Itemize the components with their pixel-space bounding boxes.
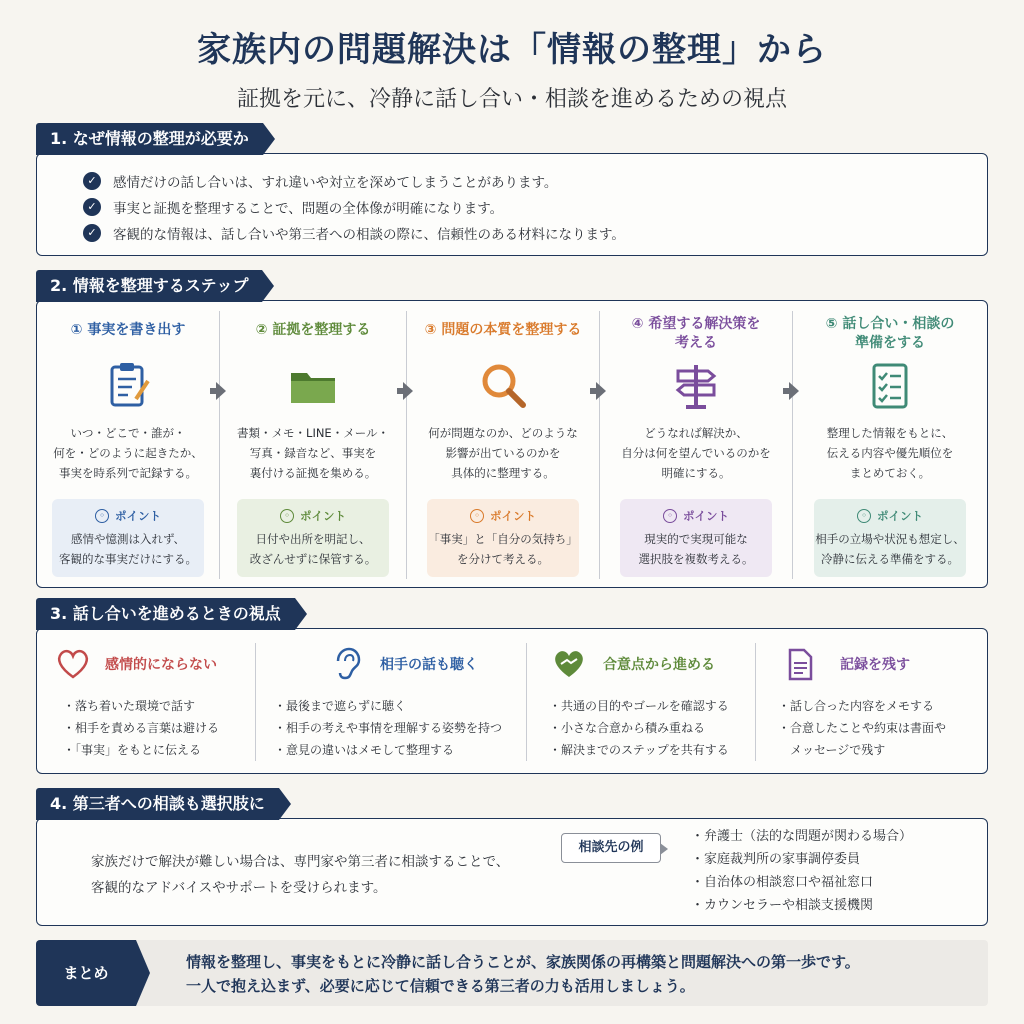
checklist-icon xyxy=(864,359,916,411)
folder-icon xyxy=(287,359,339,411)
point-box xyxy=(814,499,966,577)
signpost-icon xyxy=(670,359,722,411)
column-header xyxy=(527,647,755,681)
point-text xyxy=(427,529,579,569)
step-4 xyxy=(600,301,792,587)
desc-line: 伝える内容や優先順位を xyxy=(826,446,954,460)
list-item: ・カウンセラーや相談支援機関 xyxy=(691,898,874,913)
check-item xyxy=(83,194,987,220)
section1-heading: 1. なぜ情報の整理が必要か xyxy=(36,123,263,155)
step-title: ③ 問題の本質を整理する xyxy=(424,322,582,338)
step-title: ① 事実を書き出す xyxy=(70,322,186,338)
arrow-right-icon xyxy=(403,382,413,400)
ear-icon xyxy=(328,647,364,681)
desc-line: まとめておく。 xyxy=(849,466,931,480)
desc-line: 整理した情報をもとに、 xyxy=(826,426,954,440)
column-header xyxy=(37,647,255,681)
list-item: ・相手の考えや事情を理解する姿勢を持つ xyxy=(274,721,503,735)
desc-line: 具体的に整理する。 xyxy=(451,466,555,480)
point-box xyxy=(620,499,772,577)
point-line: 感情や憶測は入れず、 xyxy=(70,532,186,546)
desc-line: いつ・どこで・誰が・ xyxy=(70,426,186,440)
list-item: ・落ち着いた環境で話す xyxy=(63,699,196,713)
step-1 xyxy=(37,301,219,587)
page-subtitle: 証拠を元に、冷静に話し合い・相談を進めるための視点 xyxy=(236,87,787,112)
step-description xyxy=(37,423,219,483)
list-item: ・解決までのステップを共有する xyxy=(549,743,729,757)
check-item-text: 客観的な情報は、話し合いや第三者への相談の際に、信頼性のある材料になります。 xyxy=(113,227,625,243)
column-header xyxy=(256,647,526,681)
arrow-right-icon xyxy=(216,382,226,400)
step-description xyxy=(793,423,987,483)
viewpoint-column xyxy=(256,629,526,773)
consultation-text xyxy=(91,849,509,901)
consultation-examples-label: 相談先の例 xyxy=(561,833,661,863)
summary-label: まとめ xyxy=(36,940,136,1006)
section4-heading: 4. 第三者への相談も選択肢に xyxy=(36,788,279,820)
point-label xyxy=(427,507,579,525)
point-label xyxy=(237,507,389,525)
point-line: 「事実」と「自分の気持ち」 xyxy=(428,532,578,546)
point-box xyxy=(237,499,389,577)
viewpoint-column xyxy=(527,629,755,773)
point-line: 日付や出所を明記し、 xyxy=(255,532,371,546)
step-description xyxy=(407,423,599,483)
document-icon xyxy=(782,647,818,681)
point-label-text: ポイント xyxy=(490,509,536,523)
point-label-text: ポイント xyxy=(683,509,729,523)
desc-line: 明確にする。 xyxy=(661,466,731,480)
desc-line: どうなれば解決か、 xyxy=(644,426,748,440)
point-icon: ◦ xyxy=(280,509,294,523)
point-label-text: ポイント xyxy=(877,509,923,523)
summary-box xyxy=(36,940,988,1006)
column-title: 合意点から進める xyxy=(603,657,715,673)
point-line: 客観的な事実だけにする。 xyxy=(59,552,197,566)
list-item: ・共通の目的やゴールを確認する xyxy=(549,699,729,713)
step-2 xyxy=(220,301,406,587)
page-title: 家族内の問題解決は「情報の整理」から xyxy=(197,30,827,70)
text-line: 家族だけで解決が難しい場合は、専門家や第三者に相談することで、 xyxy=(91,854,510,870)
point-icon: ◦ xyxy=(470,509,484,523)
heart-icon xyxy=(55,647,91,681)
list-item: ・弁護士（法的な問題が関わる場合） xyxy=(691,829,913,844)
point-box xyxy=(52,499,204,577)
list-item: ・相手を責める言葉は避ける xyxy=(63,721,220,735)
summary-text xyxy=(186,950,860,998)
point-line: 現実的で実現可能な xyxy=(644,532,748,546)
clipboard-pen-icon xyxy=(102,359,154,411)
point-line: 改ざんせずに保管する。 xyxy=(249,552,377,566)
list-item: ・意見の違いはメモして整理する xyxy=(274,743,455,757)
step-3 xyxy=(407,301,599,587)
step-title-line: 準備をする xyxy=(855,335,925,351)
point-text xyxy=(620,529,772,569)
section1-box xyxy=(36,153,988,256)
magnifier-icon xyxy=(477,359,529,411)
desc-line: 何が問題なのか、どのような xyxy=(428,426,578,440)
list-item: ・「事実」をもとに伝える xyxy=(63,743,202,757)
arrow-right-icon xyxy=(596,382,606,400)
point-text xyxy=(52,529,204,569)
list-item: ・合意したことや約束は書面や xyxy=(778,721,947,735)
column-list xyxy=(549,695,729,761)
point-line: を分けて考える。 xyxy=(457,552,549,566)
point-line: 相手の立場や状況も想定し、 xyxy=(815,532,965,546)
step-description xyxy=(600,423,792,483)
column-title: 感情的にならない xyxy=(105,657,217,673)
viewpoint-column xyxy=(756,629,988,773)
step-title-line: 考える xyxy=(675,335,717,351)
list-item: ・家庭裁判所の家事調停委員 xyxy=(691,852,861,867)
desc-line: 写真・録音など、事実を xyxy=(249,446,377,460)
list-item: ・最後まで遮らずに聴く xyxy=(274,699,407,713)
text-line: 客観的なアドバイスやサポートを受けられます。 xyxy=(91,880,387,896)
column-list xyxy=(63,695,219,761)
point-box xyxy=(427,499,579,577)
section4-box xyxy=(36,818,988,926)
check-icon: ✓ xyxy=(83,172,101,190)
column-list xyxy=(274,695,502,761)
section3-heading: 3. 話し合いを進めるときの視点 xyxy=(36,598,295,630)
section2-box xyxy=(36,300,988,588)
section3-box xyxy=(36,628,988,774)
point-icon: ◦ xyxy=(95,509,109,523)
check-item-text: 感情だけの話し合いは、すれ違いや対立を深めてしまうことがあります。 xyxy=(113,175,558,191)
step-description xyxy=(220,423,406,483)
step-title-line: ④ 希望する解決策を xyxy=(631,316,761,332)
point-line: 冷静に伝える準備をする。 xyxy=(821,552,959,566)
desc-line: 事実を時系列で記録する。 xyxy=(59,466,197,480)
list-item: ・自治体の相談窓口や福祉窓口 xyxy=(691,875,874,890)
consultation-list xyxy=(691,825,912,917)
desc-line: 書類・メモ・LINE・メール・ xyxy=(237,426,389,440)
point-label xyxy=(52,507,204,525)
viewpoint-column xyxy=(37,629,255,773)
check-item xyxy=(83,220,987,246)
point-label xyxy=(620,507,772,525)
desc-line: 裏付ける証拠を集める。 xyxy=(249,466,377,480)
point-text xyxy=(237,529,389,569)
check-icon: ✓ xyxy=(83,224,101,242)
list-item: メッセージで残す xyxy=(778,743,886,757)
list-item: ・小さな合意から積み重ねる xyxy=(549,721,706,735)
point-line: 選択肢を複数考える。 xyxy=(638,552,754,566)
check-icon: ✓ xyxy=(83,198,101,216)
point-text xyxy=(814,529,966,569)
point-label xyxy=(814,507,966,525)
point-icon: ◦ xyxy=(857,509,871,523)
check-item xyxy=(83,168,987,194)
step-title xyxy=(793,315,987,353)
summary-line: 情報を整理し、事実をもとに冷静に話し合うことが、家族関係の再構築と問題解決への第一歩です。 xyxy=(186,953,860,971)
step-title: ② 証拠を整理する xyxy=(255,322,371,338)
handshake-heart-icon xyxy=(551,647,587,681)
check-item-text: 事実と証拠を整理することで、問題の全体像が明確になります。 xyxy=(113,201,504,217)
summary-line: 一人で抱え込まず、必要に応じて信頼できる第三者の力も活用しましょう。 xyxy=(186,977,695,995)
point-label-text: ポイント xyxy=(115,509,161,523)
section2-heading: 2. 情報を整理するステップ xyxy=(36,270,262,302)
desc-line: 影響が出ているのかを xyxy=(445,446,561,460)
column-list xyxy=(778,695,946,761)
column-title: 記録を残す xyxy=(840,657,910,673)
step-title-line: ⑤ 話し合い・相談の xyxy=(825,316,955,332)
desc-line: 何を・どのように起きたか、 xyxy=(53,446,203,460)
step-5 xyxy=(793,301,987,587)
list-item: ・話し合った内容をメモする xyxy=(778,699,935,713)
desc-line: 自分は何を望んでいるのかを xyxy=(621,446,771,460)
arrow-right-icon xyxy=(789,382,799,400)
column-header xyxy=(756,647,988,681)
point-label-text: ポイント xyxy=(300,509,346,523)
step-title xyxy=(600,315,792,353)
column-title: 相手の話も聴く xyxy=(380,657,478,673)
point-icon: ◦ xyxy=(663,509,677,523)
